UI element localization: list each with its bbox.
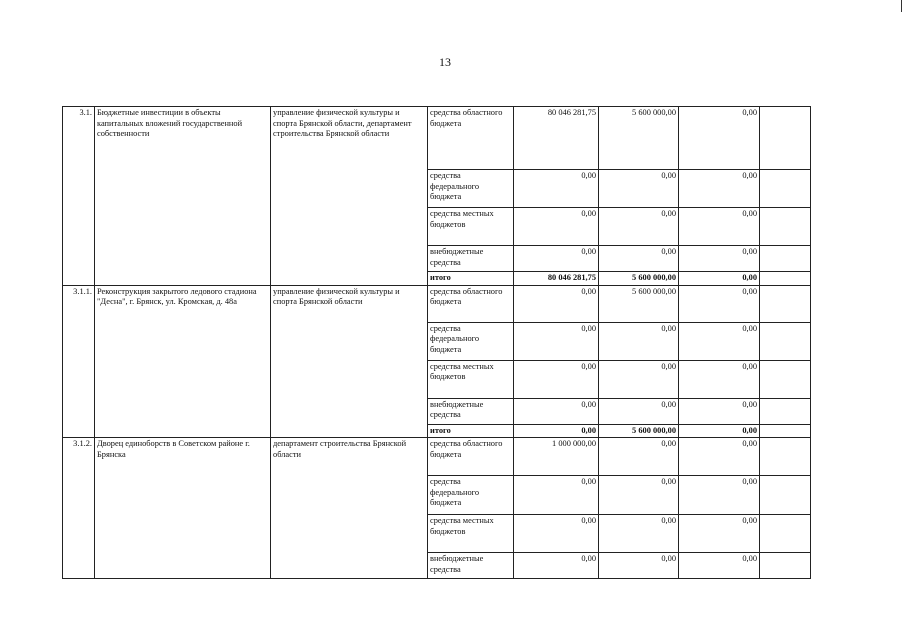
value-cell: 0,00 xyxy=(514,246,599,272)
source-label: средства федерального бюджета xyxy=(428,322,514,360)
empty-cell xyxy=(760,246,811,272)
source-label: средства федерального бюджета xyxy=(428,476,514,515)
source-label: средства областного бюджета xyxy=(428,438,514,476)
item-name: Дворец единоборств в Советском районе г. Брянска xyxy=(95,438,271,579)
value-cell: 0,00 xyxy=(514,170,599,208)
source-label: внебюджетные средства xyxy=(428,398,514,424)
empty-cell xyxy=(760,476,811,515)
value-cell: 0,00 xyxy=(514,208,599,246)
empty-cell xyxy=(760,322,811,360)
empty-cell xyxy=(760,208,811,246)
table-row xyxy=(63,438,811,476)
value-cell: 0,00 xyxy=(599,438,679,476)
source-label: внебюджетные средства xyxy=(428,246,514,272)
source-label: средства областного бюджета xyxy=(428,285,514,322)
source-label: внебюджетные средства xyxy=(428,553,514,579)
empty-cell xyxy=(760,360,811,398)
value-cell: 0,00 xyxy=(514,515,599,553)
source-label: средства местных бюджетов xyxy=(428,360,514,398)
source-label-total: итого xyxy=(428,424,514,438)
budget-table xyxy=(62,106,811,579)
value-cell-total: 5 600 000,00 xyxy=(599,424,679,438)
value-cell: 0,00 xyxy=(514,553,599,579)
item-executor: департамент строительства Брянской области xyxy=(271,438,428,579)
item-executor: управление физической культуры и спорта Брянской области, департамент строительства Брянской области xyxy=(271,107,428,286)
value-cell: 0,00 xyxy=(679,107,760,170)
item-code: 3.1.2. xyxy=(63,438,95,579)
page-edge-mark xyxy=(901,0,902,12)
value-cell: 5 600 000,00 xyxy=(599,285,679,322)
value-cell: 0,00 xyxy=(514,285,599,322)
item-code: 3.1. xyxy=(63,107,95,286)
value-cell: 0,00 xyxy=(679,246,760,272)
item-name: Реконструкция закрытого ледового стадиона "Десна", г. Брянск, ул. Кромская, д. 48а xyxy=(95,285,271,438)
value-cell: 0,00 xyxy=(599,476,679,515)
page-number: 13 xyxy=(439,55,451,69)
value-cell: 0,00 xyxy=(599,398,679,424)
source-label: средства местных бюджетов xyxy=(428,515,514,553)
value-cell: 5 600 000,00 xyxy=(599,107,679,170)
source-label: средства местных бюджетов xyxy=(428,208,514,246)
empty-cell xyxy=(760,515,811,553)
value-cell: 0,00 xyxy=(679,285,760,322)
value-cell: 0,00 xyxy=(679,398,760,424)
empty-cell xyxy=(760,424,811,438)
value-cell: 0,00 xyxy=(679,360,760,398)
table-row xyxy=(63,107,811,170)
empty-cell xyxy=(760,553,811,579)
empty-cell xyxy=(760,107,811,170)
value-cell: 0,00 xyxy=(599,322,679,360)
value-cell: 1 000 000,00 xyxy=(514,438,599,476)
source-label: средства областного бюджета xyxy=(428,107,514,170)
value-cell: 0,00 xyxy=(599,246,679,272)
empty-cell xyxy=(760,438,811,476)
value-cell: 0,00 xyxy=(679,553,760,579)
source-label-total: итого xyxy=(428,272,514,286)
value-cell: 0,00 xyxy=(679,438,760,476)
empty-cell xyxy=(760,285,811,322)
value-cell: 0,00 xyxy=(514,398,599,424)
value-cell: 0,00 xyxy=(679,208,760,246)
value-cell-total: 0,00 xyxy=(679,272,760,286)
value-cell: 0,00 xyxy=(679,322,760,360)
value-cell: 80 046 281,75 xyxy=(514,107,599,170)
empty-cell xyxy=(760,272,811,286)
value-cell: 0,00 xyxy=(514,322,599,360)
table-row xyxy=(63,285,811,322)
value-cell: 0,00 xyxy=(679,515,760,553)
value-cell-total: 0,00 xyxy=(514,424,599,438)
value-cell: 0,00 xyxy=(599,170,679,208)
item-code: 3.1.1. xyxy=(63,285,95,438)
value-cell: 0,00 xyxy=(514,476,599,515)
value-cell-total: 0,00 xyxy=(679,424,760,438)
item-executor: управление физической культуры и спорта Брянской области xyxy=(271,285,428,438)
value-cell: 0,00 xyxy=(679,476,760,515)
item-name: Бюджетные инвестиции в объекты капитальных вложений государственной собственности xyxy=(95,107,271,286)
empty-cell xyxy=(760,170,811,208)
value-cell-total: 5 600 000,00 xyxy=(599,272,679,286)
value-cell: 0,00 xyxy=(599,515,679,553)
value-cell-total: 80 046 281,75 xyxy=(514,272,599,286)
value-cell: 0,00 xyxy=(599,208,679,246)
source-label: средства федерального бюджета xyxy=(428,170,514,208)
value-cell: 0,00 xyxy=(514,360,599,398)
value-cell: 0,00 xyxy=(599,553,679,579)
value-cell: 0,00 xyxy=(599,360,679,398)
empty-cell xyxy=(760,398,811,424)
value-cell: 0,00 xyxy=(679,170,760,208)
